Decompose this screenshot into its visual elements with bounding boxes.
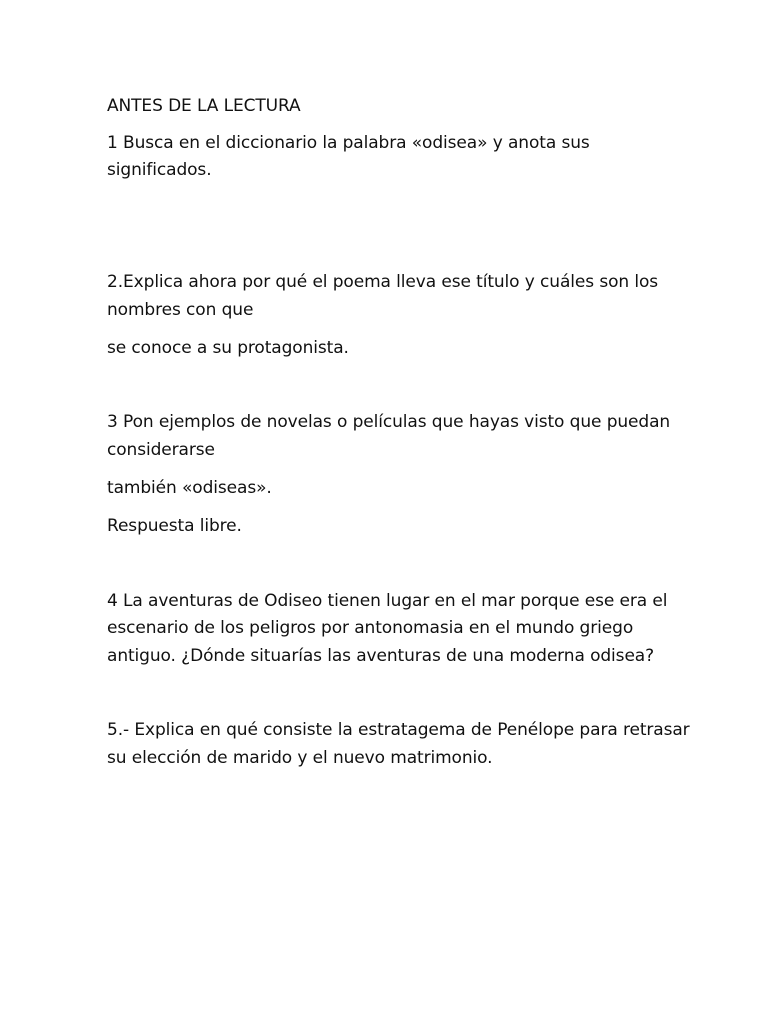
question-2-line-1: 2.Explica ahora por qué el poema lleva ese título y cuáles son los	[107, 272, 659, 292]
question-2-line-2: nombres con que	[107, 300, 254, 320]
question-1-line-2: significados.	[107, 160, 212, 180]
question-5-line-1: 5.- Explica en qué consiste la estratagema de Penélope para retrasar	[107, 720, 690, 740]
question-2-line-3: se conoce a su protagonista.	[107, 338, 349, 358]
question-4-line-2: escenario de los peligros por antonomasia en el mundo griego	[107, 618, 634, 638]
section-heading: ANTES DE LA LECTURA	[107, 96, 301, 116]
question-3-line-1: 3 Pon ejemplos de novelas o películas que hayas visto que puedan	[107, 412, 671, 432]
question-5-line-2: su elección de marido y el nuevo matrimonio.	[107, 748, 493, 768]
question-3-line-3: también «odiseas».	[107, 478, 272, 498]
question-3-line-2: considerarse	[107, 440, 215, 460]
question-1-line-1: 1 Busca en el diccionario la palabra «odisea» y anota sus	[107, 133, 590, 153]
question-3-answer: Respuesta libre.	[107, 516, 242, 536]
question-4-line-1: 4 La aventuras de Odiseo tienen lugar en el mar porque ese era el	[107, 591, 668, 611]
question-4-line-3: antiguo. ¿Dónde situarías las aventuras de una moderna odisea?	[107, 646, 655, 666]
